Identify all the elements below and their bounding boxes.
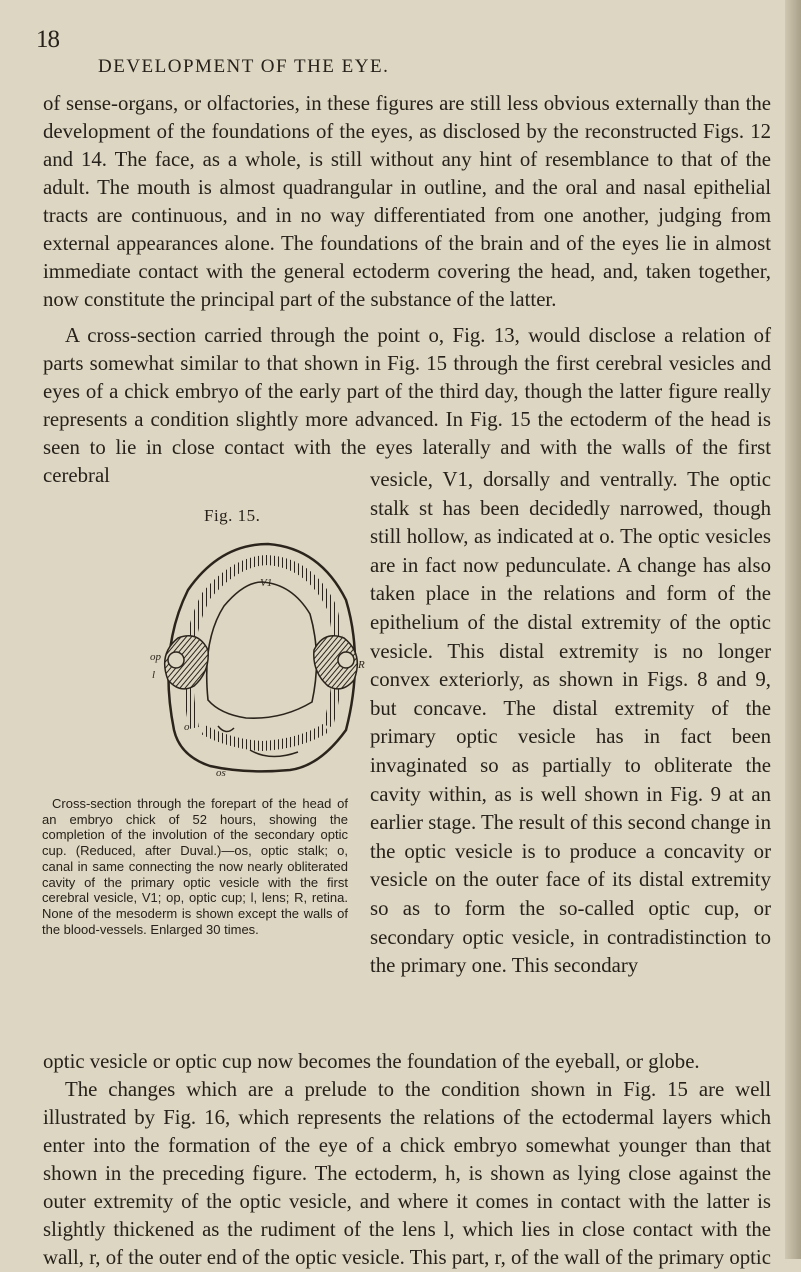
page-number: 18 bbox=[36, 26, 59, 53]
page-edge-shadow bbox=[785, 0, 801, 1259]
label-l: l bbox=[152, 669, 156, 681]
optic-stalk bbox=[218, 726, 234, 732]
right-lens bbox=[338, 652, 354, 668]
paragraph-2-full-width: A cross-section carried through the point o, Fig. 13, would disclose a relation of parts somewhat similar to that shown in Fig. 15 through the first cerebral vesicles and eyes of a chick embryo of the early part of the third day, though the latter figure really represents a condition slightly more advanced. In Fig. 15 the ectoderm of the head is seen to lie in close contact with the eyes laterally and with the walls of the first cerebral bbox=[43, 324, 771, 487]
label-o: o bbox=[184, 721, 190, 733]
blood-vessel bbox=[250, 750, 298, 757]
label-v1: V1 bbox=[260, 577, 273, 589]
paragraph-1: of sense-organs, or olfactories, in these figures are still less obvious externally than the development of the foundations of the eyes, as disclosed by the reconstructed Figs. 12 and 14. The face, as a whole, is still without any hint of resemblance to that of the adult. The mouth is almost quadrangular in outline, and the oral and nasal epithelial tracts are continuous, and in no way differentiated from one another, judging from external appearances alone. The foundations of the brain and of the eyes lie in almost immediate contact with the general ectoderm covering the head, and, taken together, now constitute the principal part of the substance of the latter. bbox=[43, 92, 771, 311]
figure-title: Fig. 15. bbox=[204, 506, 261, 525]
label-R: R bbox=[358, 659, 365, 671]
running-head: DEVELOPMENT OF THE EYE. bbox=[98, 56, 390, 77]
label-os: os bbox=[216, 767, 226, 779]
cerebral-vesicle-inner bbox=[207, 582, 317, 718]
paragraph-3: The changes which are a prelude to the condition shown in Fig. 15 are well illustrated by Fig. 16, which represents the relations of the ectodermal layers which enter into the formation of the eye of a chick embryo somewhat younger than that shown in the preceding figure. The ectoderm, h, is shown as lying close against the outer extremity of the optic vesicle, and where it comes in contact with the latter is slightly thickened as the rudiment of the lens l, which lies in close contact with the wall, r, of the outer end of the optic vesicle. This part, r, of the wall of the primary optic bbox=[43, 1078, 771, 1269]
left-lens bbox=[168, 652, 184, 668]
figure-caption: Cross-section through the forepart of the head of an embryo chick of 52 hours, showing the completion of the involution of the secondary optic cup. (Reduced, after Duval.)—os, optic stalk; o, canal in same connecting the now nearly obliterated cavity of the primary optic vesicle with the first cerebral vesicle, V1; op, optic cup; l, lens; R, retina. None of the mesoderm is shown except the walls of the blood-vessels. Enlarged 30 times. bbox=[42, 796, 348, 937]
paragraph-2-beside-figure: vesicle, V1, dorsally and ventrally. The optic stalk st has been decidedly narrowed, though still hollow, as indicated at o. The optic vesicles are in fact now pedunculate. A change has also taken place in the relations and form of the epithelium of the distal extremity of the optic vesicle. This distal extremity is no longer convex exteriorly, as shown in Figs. 8 and 9, but concave. The distal extremity of the primary optic vesicle has in fact been invaginated so as partially to obliterate the cavity within, as is well shown in Fig. 9 at an earlier stage. The result of this second change in the optic vesicle is to produce a concavity or vesicle on the outer face of its distal extremity so as to form the so-called optic cup, or secondary optic vesicle, in contradistinction to the primary one. This secondary bbox=[370, 468, 771, 978]
figure-15-illustration bbox=[150, 530, 372, 780]
paragraph-2-tail: optic vesicle or optic cup now becomes the foundation of the eyeball, or globe. bbox=[43, 1050, 700, 1073]
label-op: op bbox=[150, 651, 161, 663]
